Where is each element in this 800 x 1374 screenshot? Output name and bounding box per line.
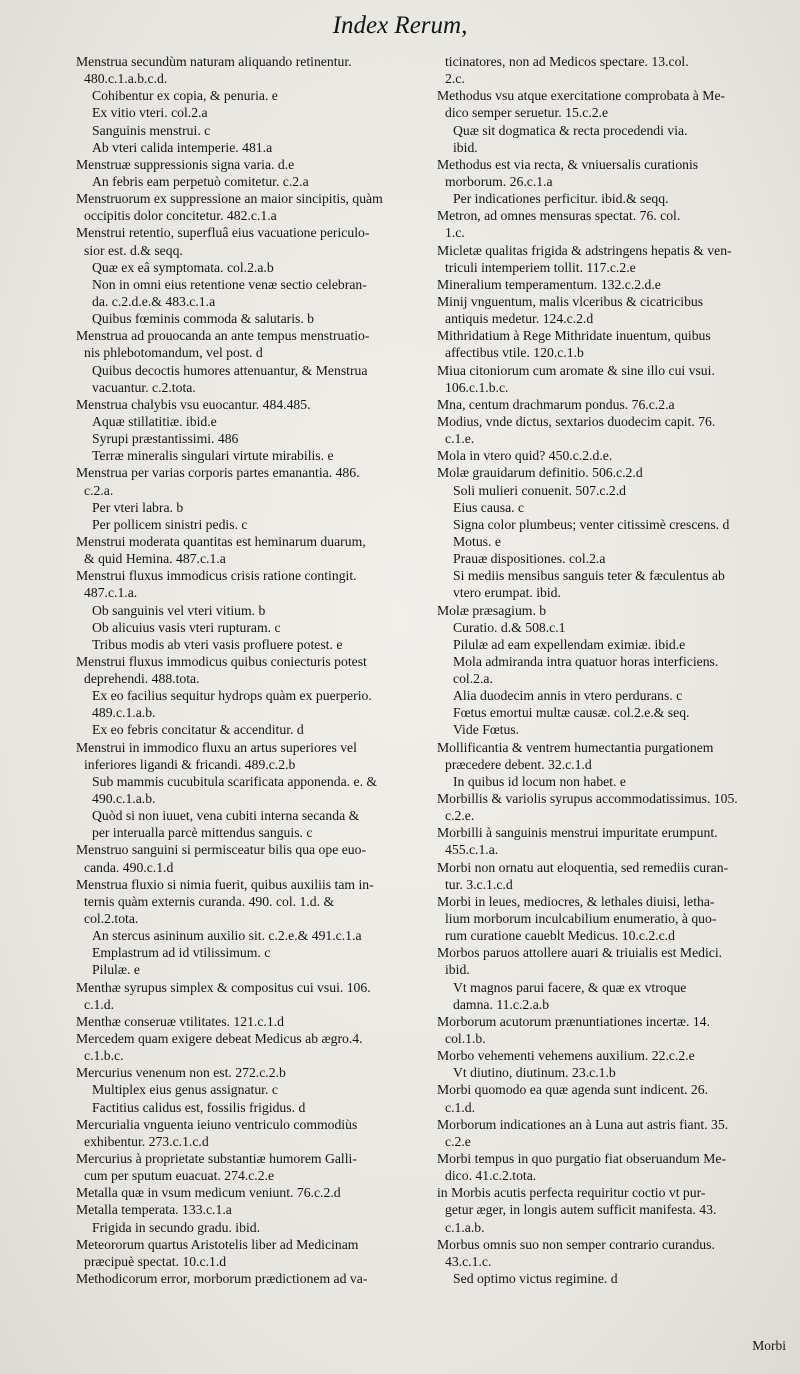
index-entry-line: Meteororum quartus Aristotelis liber ad Medicinam — [76, 1236, 359, 1252]
index-entry-line: ibid. — [445, 962, 470, 978]
index-entry-line: Pilulæ. e — [92, 962, 140, 978]
index-entry-line: canda. 490.c.1.d — [84, 859, 174, 875]
index-entry-line: Ex eo facilius sequitur hydrops quàm ex puerperio. — [92, 688, 372, 704]
index-entry-line: 2.c. — [445, 71, 465, 87]
page-title: Index Rerum, — [332, 12, 468, 39]
index-entry-line: Menstrua ad prouocanda an ante tempus menstruatio- — [76, 328, 370, 344]
index-entry-line: 1.c. — [445, 225, 465, 241]
index-entry-line: Menstruæ suppressionis signa varia. d.e — [76, 156, 295, 172]
index-entry-line: Mercurius venenum non est. 272.c.2.b — [76, 1065, 286, 1081]
index-entry-line: Quæ ex eâ symptomata. col.2.a.b — [92, 259, 274, 275]
index-entry-line: Morbos paruos attollere auari & triuialis est Medici. — [437, 945, 723, 961]
index-entry-line: col.2.tota. — [84, 911, 139, 927]
index-entry-line: Multiplex eius genus assignatur. c — [92, 1082, 278, 1098]
index-entry-line: Menstrui in immodico fluxu an artus superiores vel — [76, 739, 357, 755]
index-entry-line: Minij vnguentum, malis vlceribus & cicatricibus — [437, 293, 704, 309]
left-column — [76, 53, 438, 1287]
index-entry-line: Motus. e — [453, 533, 501, 549]
index-entry-line: Quibus fœminis commoda & salutaris. b — [92, 311, 315, 327]
index-entry-line: Mercurialia vnguenta ieiuno ventriculo commodiùs — [76, 1116, 358, 1132]
index-entry-line: An stercus asininum auxilio sit. c.2.e.& 491.c.1.a — [92, 928, 362, 944]
index-entry-line: deprehendi. 488.tota. — [84, 671, 200, 687]
index-entry-line: Sub mammis cucubitula scarificata apponenda. e. & — [92, 773, 378, 789]
index-entry-line: Menstrua per varias corporis partes emanantia. 486. — [76, 465, 360, 481]
index-entry-line: Morbi tempus in quo purgatio fiat obseruandum Me- — [437, 1151, 727, 1166]
index-entry-line: Quibus decoctis humores attenuantur, & Menstrua — [92, 362, 368, 378]
index-entry-line: vtero erumpat. ibid. — [453, 585, 561, 601]
index-entry-line: Miua citoniorum cum aromate & sine illo cui vsui. — [437, 362, 715, 378]
index-entry-line: Methodus est via recta, & vniuersalis curationis — [437, 156, 699, 172]
index-entry-line: 106.c.1.b.c. — [445, 379, 509, 395]
index-entry-line: Mollificantia & ventrem humectantia purgationem — [437, 739, 714, 755]
index-entry-line: lium morborum inculcabilium enumeratio, à quo- — [445, 911, 717, 927]
index-entry-line: c.1.b.c. — [84, 1048, 124, 1064]
index-entry-line: 487.c.1.a. — [84, 585, 138, 601]
index-entry-line: Menthæ conseruæ vtilitates. 121.c.1.d — [76, 1013, 284, 1029]
index-entry-line: occipitis dolor concitetur. 482.c.1.a — [84, 208, 277, 224]
index-entry-line: & quid Hemina. 487.c.1.a — [84, 551, 226, 567]
index-entry-line: Emplastrum ad id vtilissimum. c — [92, 945, 271, 961]
index-entry-line: Menstruo sanguini si permisceatur bilis qua ope euo- — [76, 842, 367, 858]
index-entry-line: Morbillis & variolis syrupus accommodatissimus. 105. — [437, 791, 738, 807]
index-entry-line: Soli mulieri conuenit. 507.c.2.d — [453, 482, 626, 498]
index-entry-line: cum per sputum euacuat. 274.c.2.e — [84, 1168, 275, 1184]
index-entry-line: da. c.2.d.e.& 483.c.1.a — [92, 293, 216, 309]
index-entry-line: Pilulæ ad eam expellendam eximiæ. ibid.e — [453, 636, 686, 652]
index-entry-line: c.2.a. — [84, 482, 114, 498]
index-entry-line: Menstruorum ex suppressione an maior sincipitis, quàm — [76, 191, 383, 207]
index-entry-line: Menstrui fluxus immodicus crisis ratione contingit. — [76, 568, 357, 584]
index-entry-line: Syrupi præstantissimi. 486 — [92, 431, 239, 447]
index-entry-line: 489.c.1.a.b. — [92, 705, 156, 721]
index-entry-line: Eius causa. c — [453, 499, 525, 515]
index-entry-line: ibid. — [453, 139, 478, 155]
index-entry-line: Per vteri labra. b — [92, 499, 184, 515]
index-entry-line: dico semper seruetur. 15.c.2.e — [445, 105, 609, 121]
index-entry-line: Per pollicem sinistri pedis. c — [92, 516, 248, 532]
index-entry-line: An febris eam perpetuò comitetur. c.2.a — [92, 173, 309, 189]
index-entry-line: Alia duodecim annis in vtero perdurans. c — [453, 688, 683, 704]
index-entry-line: Cohibentur ex copia, & penuria. e — [92, 88, 278, 104]
index-entry-line: Mineralium temperamentum. 132.c.2.d.e — [437, 276, 661, 292]
index-entry-line: Vide Fœtus. — [453, 722, 520, 738]
right-column — [437, 53, 793, 1287]
index-entry-line: Prauæ dispositiones. col.2.a — [453, 551, 606, 567]
index-entry-line: exhibentur. 273.c.1.c.d — [84, 1133, 209, 1149]
index-entry-line: c.1.e. — [445, 431, 475, 447]
index-entry-line: Mercedem quam exigere debeat Medicus ab ægro.4. — [76, 1031, 363, 1047]
index-entry-line: 455.c.1.a. — [445, 842, 499, 858]
index-entry-line: tur. 3.c.1.c.d — [445, 876, 513, 892]
index-entry-line: præcedere debent. 32.c.1.d — [445, 756, 592, 772]
index-entry-line: Menstrua secundùm naturam aliquando retinentur. — [76, 54, 352, 69]
index-entry-line: Curatio. d.& 508.c.1 — [453, 619, 566, 635]
index-entry-line: 480.c.1.a.b.c.d. — [84, 71, 168, 87]
index-entry-line: Ex vitio vteri. col.2.a — [92, 105, 208, 121]
index-entry-line: Methodicorum error, morborum prædictionem ad va- — [76, 1270, 368, 1286]
index-entry-line: Morbilli à sanguinis menstrui impuritate erumpunt. — [437, 825, 718, 841]
index-entry-line: Menstrui retentio, superfluâ eius vacuatione periculo- — [76, 225, 370, 241]
index-entry-line: Menthæ syrupus simplex & compositus cui vsui. 106. — [76, 979, 371, 995]
index-entry-line: Morbus omnis suo non semper contrario curandus. — [437, 1236, 715, 1252]
index-entry-line: Morbo vehementi vehemens auxilium. 22.c.2.e — [437, 1048, 695, 1064]
index-entry-line: Micletæ qualitas frigida & adstringens hepatis & ven- — [437, 242, 732, 258]
index-entry-line: c.1.d. — [445, 1099, 476, 1115]
index-entry-line: Per indicationes perficitur. ibid.& seqq. — [453, 191, 669, 207]
index-entry-line: Ob sanguinis vel vteri vitium. b — [92, 602, 266, 618]
index-entry-line: Mola in vtero quid? 450.c.2.d.e. — [437, 448, 613, 464]
index-entry-line: in Morbis acutis perfecta requiritur coctio vt pur- — [437, 1185, 706, 1201]
index-entry-line: Factitius calidus est, fossilis frigidus. d — [92, 1099, 306, 1115]
index-entry-line: dico. 41.c.2.tota. — [445, 1168, 537, 1184]
index-entry-line: Sanguinis menstrui. c — [92, 122, 211, 138]
index-entry-line: c.2.e — [445, 1133, 471, 1149]
index-entry-line: col.2.a. — [453, 671, 493, 687]
index-entry-line: Mola admiranda intra quatuor horas interficiens. — [453, 653, 719, 669]
index-entry-line: Morborum indicationes an à Luna aut astris fiant. 35. — [437, 1116, 729, 1132]
index-entry-line: damna. 11.c.2.a.b — [453, 996, 550, 1012]
index-entry-line: Ab vteri calida intemperie. 481.a — [92, 139, 273, 155]
index-entry-line: In quibus id locum non habet. e — [453, 773, 626, 789]
index-entry-line: Ob alicuius vasis vteri rupturam. c — [92, 619, 281, 635]
index-entry-line: triculi intemperiem tollit. 117.c.2.e — [445, 259, 636, 275]
index-entry-line: Vt magnos parui facere, & quæ ex vtroque — [453, 979, 687, 995]
index-entry-line: Menstrua fluxio si nimia fuerit, quibus auxiliis tam in- — [76, 876, 374, 892]
index-entry-line: 43.c.1.c. — [445, 1253, 492, 1269]
index-entry-line: Menstrui moderata quantitas est heminarum duarum, — [76, 533, 366, 549]
index-entry-line: Morbi quomodo ea quæ agenda sunt indicent. 26. — [437, 1082, 709, 1098]
index-entry-line: Ex eo febris concitatur & accenditur. d — [92, 722, 304, 738]
index-entry-line: Metalla temperata. 133.c.1.a — [76, 1202, 232, 1218]
index-entry-line: Si mediis mensibus sanguis teter & fæculentus ab — [453, 568, 725, 584]
index-entry-line: Metalla quæ in vsum medicum veniunt. 76.c.2.d — [76, 1185, 341, 1201]
index-entry-line: c.1.a.b. — [445, 1219, 485, 1235]
index-entry-line: rum curatione caueblt Medicus. 10.c.2.c.d — [445, 928, 675, 944]
index-entry-line: Quòd si non iuuet, vena cubiti interna secanda & — [92, 808, 360, 824]
index-entry-line: Fœtus emortui multæ causæ. col.2.e.& seq. — [453, 705, 690, 721]
index-entry-line: inferiores ligandi & fricandi. 489.c.2.b — [84, 756, 296, 772]
index-entry-line: affectibus vtile. 120.c.1.b — [445, 345, 584, 361]
catchword: Morbi — [752, 1338, 786, 1353]
index-entry-line: getur æger, in longis autem sufficit manifesta. 43. — [445, 1202, 717, 1218]
index-entry-line: Mithridatium à Rege Mithridate inuentum, quibus — [437, 328, 711, 344]
index-entry-line: Frigida in secundo gradu. ibid. — [92, 1219, 261, 1235]
index-entry-line: 490.c.1.a.b. — [92, 791, 156, 807]
index-entry-line: Morbi non ornatu aut eloquentia, sed remediis curan- — [437, 859, 729, 875]
index-entry-line: Methodus vsu atque exercitatione comprobata à Me- — [437, 88, 726, 104]
index-entry-line: Tribus modis ab vteri vasis profluere potest. e — [92, 636, 343, 652]
index-entry-line: nis phlebotomandum, vel post. d — [84, 345, 263, 361]
index-entry-line: Metron, ad omnes mensuras spectat. 76. col. — [437, 208, 681, 224]
index-entry-line: Sed optimo victus regimine. d — [453, 1270, 618, 1286]
index-entry-line: Morborum acutorum prænuntiationes incertæ. 14. — [437, 1013, 710, 1029]
index-entry-line: Mna, centum drachmarum pondus. 76.c.2.a — [437, 396, 675, 412]
index-entry-line: Aquæ stillatitiæ. ibid.e — [92, 413, 217, 429]
index-entry-line: vacuantur. c.2.tota. — [92, 379, 196, 395]
index-entry-line: morborum. 26.c.1.a — [445, 173, 553, 189]
index-entry-line: Terræ mineralis singulari virtute mirabilis. e — [92, 448, 334, 464]
index-entry-line: antiquis medetur. 124.c.2.d — [445, 311, 594, 327]
index-entry-line: ternis quàm externis curanda. 490. col. 1.d. & — [84, 893, 335, 909]
index-entry-line: Non in omni eius retentione venæ sectio celebran- — [92, 276, 367, 292]
index-entry-line: Mercurius à proprietate substantiæ humorem Galli- — [76, 1151, 357, 1166]
index-entry-line: Modius, vnde dictus, sextarios duodecim capit. 76. — [437, 413, 716, 429]
index-entry-line: col.1.b. — [445, 1031, 486, 1047]
index-entry-line: Molæ grauidarum definitio. 506.c.2.d — [437, 465, 643, 481]
index-entry-line: Molæ præsagium. b — [437, 602, 547, 618]
index-entry-line: Menstrua chalybis vsu euocantur. 484.485. — [76, 396, 311, 412]
index-entry-line: Morbi in leues, mediocres, & lethales diuisi, letha- — [437, 893, 715, 909]
index-entry-line: Quæ sit dogmatica & recta procedendi via. — [453, 122, 688, 138]
index-entry-line: Signa color plumbeus; venter citissimè crescens. d — [453, 516, 730, 532]
index-entry-line: Vt diutino, diutinum. 23.c.1.b — [453, 1065, 616, 1081]
index-entry-line: præcipuè spectat. 10.c.1.d — [84, 1253, 227, 1269]
index-entry-line: Menstrui fluxus immodicus quibus coniecturis potest — [76, 653, 367, 669]
index-entry-line: ticinatores, non ad Medicos spectare. 13.col. — [445, 54, 689, 69]
index-entry-line: c.2.e. — [445, 808, 475, 824]
index-entry-line: sior est. d.& seqq. — [84, 242, 183, 258]
index-entry-line: per interualla parcè mittendus sanguis. c — [92, 825, 313, 841]
index-entry-line: c.1.d. — [84, 996, 115, 1012]
